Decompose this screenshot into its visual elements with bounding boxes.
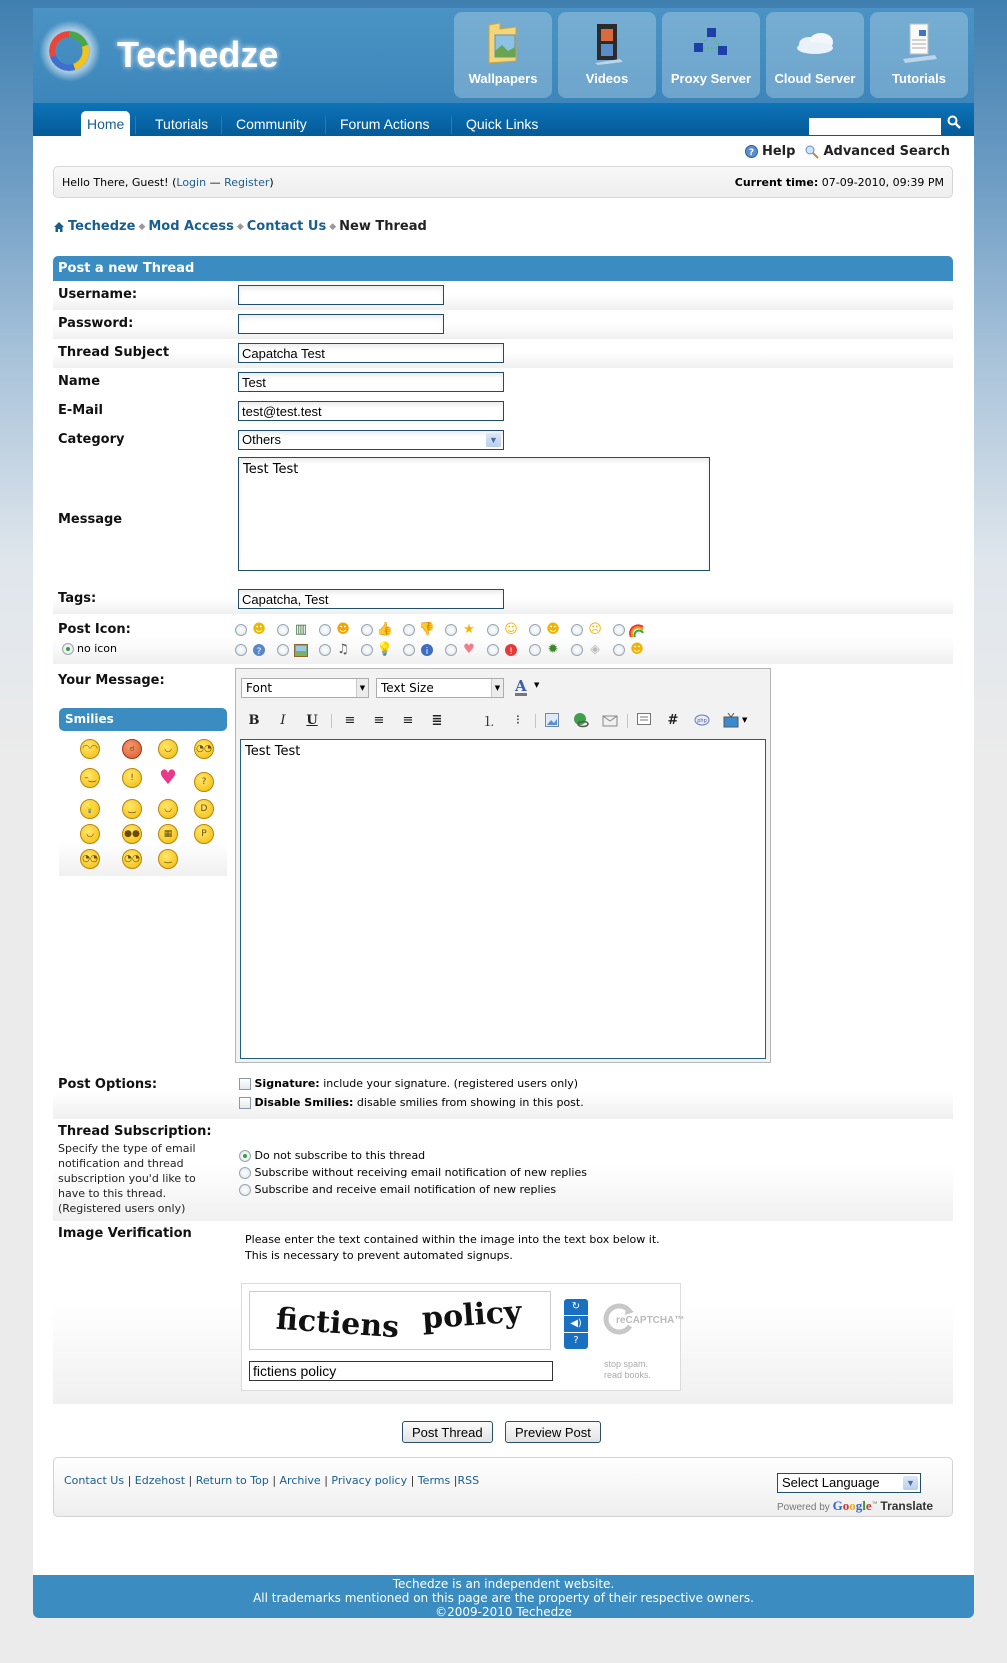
chevron-down-icon: ▼ bbox=[491, 679, 503, 697]
grin-icon: ☻ bbox=[252, 622, 266, 637]
site-search-input[interactable] bbox=[809, 118, 941, 135]
page-container bbox=[33, 8, 974, 1618]
font-select[interactable] bbox=[241, 678, 369, 698]
smiley-angry[interactable]: ಠ bbox=[122, 739, 142, 759]
post-icon-radio[interactable] bbox=[613, 624, 625, 636]
breadcrumb-separator-icon: ◆ bbox=[138, 221, 146, 232]
text-size-select-value: Text Size bbox=[381, 681, 434, 695]
signature-checkbox[interactable] bbox=[239, 1078, 251, 1090]
footer-link-privacy-policy[interactable]: Privacy policy bbox=[331, 1474, 408, 1487]
category-select-value: Others bbox=[242, 432, 282, 447]
current-time bbox=[735, 176, 944, 189]
post-icon-radio[interactable] bbox=[361, 624, 373, 636]
subscription-option[interactable] bbox=[239, 1181, 587, 1198]
smiley-wink[interactable]: ◔◔ bbox=[122, 849, 142, 869]
help-link[interactable] bbox=[745, 144, 795, 159]
smiley-grin[interactable]: ▦ bbox=[158, 824, 178, 844]
toolbar-divider bbox=[331, 714, 332, 728]
no-icon-radio[interactable] bbox=[62, 643, 74, 655]
document-icon bbox=[870, 20, 968, 66]
recaptcha-slogan bbox=[604, 1359, 651, 1381]
form-title: Post a new Thread bbox=[53, 256, 953, 281]
folder-pictures-icon bbox=[454, 20, 552, 66]
align-right-button[interactable]: ≡ bbox=[402, 712, 414, 728]
tags-input[interactable] bbox=[238, 589, 504, 609]
surprised-icon: ☻ bbox=[546, 622, 560, 637]
insert-link-button[interactable] bbox=[571, 711, 591, 729]
nav-quick-links[interactable]: Quick Links bbox=[466, 116, 539, 132]
smile-icon: ☺ bbox=[504, 622, 518, 637]
network-icon bbox=[662, 20, 760, 66]
post-icon-radio[interactable] bbox=[277, 624, 289, 636]
language-select[interactable] bbox=[777, 1473, 921, 1493]
name-input[interactable] bbox=[238, 372, 504, 392]
smiley-smile[interactable]: ◡ bbox=[158, 799, 178, 819]
current-time-value: 07-09-2010, 09:39 PM bbox=[821, 176, 944, 189]
post-options-row bbox=[53, 1069, 953, 1119]
recaptcha-widget bbox=[241, 1283, 685, 1391]
subject-input[interactable] bbox=[238, 343, 504, 363]
audio-icon[interactable]: ◀) bbox=[564, 1316, 588, 1332]
help-icon[interactable]: ? bbox=[564, 1333, 588, 1349]
site-disclaimer bbox=[33, 1575, 974, 1618]
tile-videos[interactable] bbox=[558, 12, 656, 98]
captcha-response-input[interactable] bbox=[249, 1361, 553, 1381]
post-icon-radio[interactable] bbox=[403, 624, 415, 636]
recaptcha-slogan-line: stop spam. bbox=[604, 1359, 649, 1369]
disable-smilies-checkbox[interactable] bbox=[239, 1097, 251, 1109]
message-editor-area[interactable]: Test Test bbox=[240, 739, 766, 1059]
insert-php-button[interactable] bbox=[692, 711, 712, 729]
footer-links-box bbox=[53, 1457, 953, 1517]
chevron-down-icon: ▼ bbox=[356, 679, 368, 697]
tile-proxy-server[interactable] bbox=[662, 12, 760, 98]
tags-row bbox=[53, 585, 953, 614]
username-row bbox=[53, 281, 953, 310]
post-icon-radio[interactable] bbox=[529, 624, 541, 636]
message-label: Message bbox=[58, 512, 123, 527]
post-icon-radio[interactable] bbox=[445, 644, 457, 656]
svg-text:?: ? bbox=[748, 148, 755, 158]
login-link[interactable]: Login bbox=[176, 176, 207, 189]
post-icon-radio[interactable] bbox=[277, 644, 289, 656]
subscription-radio[interactable] bbox=[239, 1184, 251, 1196]
post-icon-radio[interactable] bbox=[319, 644, 331, 656]
film-icon bbox=[558, 20, 656, 66]
smiley-tongue[interactable]: P bbox=[194, 824, 214, 844]
post-icon-radio[interactable] bbox=[361, 644, 373, 656]
nav-forum-actions[interactable]: Forum Actions bbox=[340, 116, 430, 132]
register-link[interactable]: Register bbox=[224, 176, 270, 189]
smiley-sleepy[interactable]: ●● bbox=[122, 824, 142, 844]
no-icon-label: no icon bbox=[77, 642, 118, 655]
bug-icon: ✹ bbox=[547, 642, 559, 657]
post-icon-label: Post Icon: bbox=[58, 622, 131, 637]
unordered-list-button[interactable]: ⁝ bbox=[515, 712, 521, 728]
image-verification-row bbox=[53, 1221, 953, 1404]
svg-text:php: php bbox=[697, 718, 707, 724]
help-label: Help bbox=[761, 144, 796, 159]
signature-option-title: Signature: bbox=[254, 1077, 320, 1090]
nav-divider bbox=[135, 116, 136, 134]
insert-video-button[interactable] bbox=[721, 711, 741, 729]
recaptcha-slogan-line: read books. bbox=[604, 1370, 652, 1380]
copyright: ©2009-2010 Techedze bbox=[435, 1605, 572, 1619]
smiley-heart[interactable]: ♥ bbox=[159, 765, 177, 789]
top-links bbox=[745, 144, 950, 159]
message-textarea[interactable]: Test Test bbox=[238, 457, 710, 571]
text-size-select[interactable] bbox=[376, 678, 504, 698]
separator: — bbox=[206, 176, 225, 189]
post-icon-row bbox=[53, 614, 953, 664]
bold-button[interactable]: B bbox=[248, 712, 260, 728]
post-thread-button[interactable]: Post Thread bbox=[402, 1421, 493, 1443]
smiley-idea[interactable]: 💡 bbox=[80, 799, 100, 819]
disclaimer-line: Techedze is an independent website. bbox=[392, 1577, 615, 1591]
image-verification-label: Image Verification bbox=[58, 1226, 192, 1241]
sad-icon: ☹ bbox=[588, 622, 602, 637]
verification-instructions-line: Please enter the text contained within the image into the text box below it. bbox=[245, 1233, 660, 1246]
password-label: Password: bbox=[58, 316, 134, 331]
music-icon: ♫ bbox=[337, 642, 349, 657]
underline-button[interactable]: U bbox=[306, 712, 318, 728]
signature-option-text: include your signature. (registered users only) bbox=[319, 1077, 579, 1090]
insert-image-button[interactable] bbox=[542, 711, 562, 729]
password-input[interactable] bbox=[238, 314, 444, 334]
tile-cloud-server[interactable] bbox=[766, 12, 864, 98]
ordered-list-button[interactable]: ⒈ bbox=[482, 714, 496, 730]
smiley-angel[interactable]: ◠◠ bbox=[80, 739, 100, 759]
nav-divider bbox=[221, 116, 222, 134]
name-label: Name bbox=[58, 374, 101, 389]
breadcrumb-contact-us[interactable]: Contact Us bbox=[246, 219, 327, 234]
post-icon-grid bbox=[235, 620, 655, 660]
smiley-undecided[interactable]: ‿ bbox=[158, 849, 178, 869]
magnifier-icon bbox=[805, 145, 819, 159]
film-icon: ▥ bbox=[294, 622, 308, 637]
smiley-huh[interactable]: ? bbox=[194, 772, 214, 792]
svg-text:?: ? bbox=[256, 647, 262, 657]
nav-community[interactable]: Community bbox=[236, 116, 307, 132]
trademark-symbol: ™ bbox=[871, 1501, 878, 1508]
smiley-rolleyes[interactable]: ‿ bbox=[122, 799, 142, 819]
breadcrumb-separator-icon: ◆ bbox=[329, 221, 337, 232]
post-icon-radio[interactable] bbox=[235, 644, 247, 656]
nav-home[interactable]: Home bbox=[81, 111, 130, 136]
exclamation-icon bbox=[503, 642, 519, 658]
font-select-value: Font bbox=[246, 681, 273, 695]
preview-post-button[interactable]: Preview Post bbox=[505, 1421, 601, 1443]
tile-label: Videos bbox=[585, 71, 629, 86]
heart-icon: ♥ bbox=[463, 642, 475, 657]
username-input[interactable] bbox=[238, 285, 444, 305]
password-row bbox=[53, 310, 953, 339]
signature-option bbox=[239, 1077, 578, 1090]
lego-icon: ◈ bbox=[590, 642, 600, 657]
category-row bbox=[53, 426, 953, 455]
verification-instructions-line: This is necessary to prevent automated signups. bbox=[245, 1249, 513, 1262]
thread-subscription-row bbox=[53, 1119, 953, 1221]
translate-label: Translate bbox=[880, 1499, 934, 1513]
toolbar-divider bbox=[627, 714, 628, 728]
rainbow-icon bbox=[629, 622, 645, 638]
message-row bbox=[53, 455, 953, 585]
align-left-button[interactable]: ≡ bbox=[344, 712, 356, 728]
post-icon-radio[interactable] bbox=[529, 644, 541, 656]
your-message-row bbox=[53, 664, 953, 1069]
breadcrumb-separator-icon: ◆ bbox=[236, 221, 244, 232]
email-input[interactable] bbox=[238, 401, 504, 421]
breadcrumb-current: New Thread bbox=[339, 219, 427, 234]
picture-icon bbox=[293, 642, 309, 658]
footer-link-terms[interactable]: Terms bbox=[417, 1474, 451, 1487]
post-icon-radio[interactable] bbox=[445, 624, 457, 636]
thumbs-down-icon: 👎 bbox=[418, 622, 436, 637]
breadcrumb bbox=[53, 219, 427, 234]
footer-link-return-to-top[interactable]: Return to Top bbox=[195, 1474, 269, 1487]
cloud-icon bbox=[766, 20, 864, 66]
google-logo[interactable]: Google bbox=[832, 1498, 872, 1513]
insert-code-button[interactable]: # bbox=[667, 712, 679, 728]
smiley-dodgy[interactable]: ◔◔ bbox=[80, 849, 100, 869]
text-color-icon[interactable]: A bbox=[515, 677, 527, 695]
tile-label: Tutorials bbox=[892, 71, 946, 86]
search-icon[interactable] bbox=[947, 115, 961, 132]
captcha-word: policy bbox=[420, 1294, 523, 1337]
greeting-text: Hello There, Guest! ( bbox=[62, 176, 177, 189]
nav-divider bbox=[451, 116, 452, 134]
align-justify-button[interactable]: ≣ bbox=[431, 712, 443, 728]
breadcrumb-mod-access[interactable]: Mod Access bbox=[148, 219, 234, 234]
smiley-exclamation[interactable]: ! bbox=[122, 768, 142, 788]
disable-smilies-text: disable smilies from showing in this post. bbox=[353, 1096, 584, 1109]
italic-button[interactable]: I bbox=[280, 712, 286, 728]
site-logo-text[interactable]: Techedze bbox=[117, 34, 279, 75]
language-select-value: Select Language bbox=[782, 1475, 880, 1490]
main-nav bbox=[33, 103, 974, 136]
nav-tutorials[interactable]: Tutorials bbox=[155, 116, 209, 132]
insert-quote-button[interactable] bbox=[634, 711, 654, 729]
smiley-biggrin[interactable]: D bbox=[194, 799, 214, 819]
tile-label: Proxy Server bbox=[670, 71, 752, 86]
post-icon-radio[interactable] bbox=[487, 624, 499, 636]
thumbs-up-icon: 👍 bbox=[376, 622, 394, 637]
category-select[interactable] bbox=[238, 430, 504, 450]
thread-subscription-label: Thread Subscription: bbox=[58, 1124, 212, 1139]
disable-smilies-option bbox=[239, 1096, 584, 1109]
smilies-title: Smilies bbox=[59, 708, 227, 731]
google-logo-e: e bbox=[865, 1498, 872, 1513]
lightbulb-icon: 💡 bbox=[376, 642, 394, 657]
subscription-option-label: Subscribe and receive email notification of new replies bbox=[254, 1183, 557, 1196]
footer-link-contact-us[interactable]: Contact Us bbox=[64, 1474, 125, 1487]
post-icon-row-1 bbox=[235, 620, 655, 640]
welcome-bar bbox=[53, 166, 953, 198]
disclaimer-line: All trademarks mentioned on this page are the property of their respective owners. bbox=[253, 1591, 754, 1605]
biggrin-icon: ☻ bbox=[630, 642, 644, 657]
paren: ) bbox=[269, 176, 274, 189]
help-icon bbox=[745, 145, 758, 158]
your-message-label: Your Message: bbox=[58, 673, 165, 688]
refresh-icon[interactable]: ↻ bbox=[564, 1299, 588, 1315]
footer-link-archive[interactable]: Archive bbox=[279, 1474, 321, 1487]
no-icon-option[interactable] bbox=[62, 642, 117, 655]
smiley-cool[interactable]: –‿ bbox=[80, 768, 100, 788]
smilies-panel bbox=[59, 708, 227, 876]
align-center-button[interactable]: ≡ bbox=[373, 712, 385, 728]
tongue-icon: ☻ bbox=[336, 622, 350, 637]
verification-instructions bbox=[245, 1232, 660, 1264]
captcha-image bbox=[249, 1291, 551, 1350]
post-icon-radio[interactable] bbox=[319, 624, 331, 636]
thread-subscription-description: Specify the type of email notification and thread subscription you'd like to have to this thread. (Registered users only) bbox=[58, 1142, 196, 1215]
smiley-shy[interactable]: ◡ bbox=[80, 824, 100, 844]
breadcrumb-techedze[interactable]: Techedze bbox=[68, 219, 136, 234]
tile-tutorials[interactable] bbox=[870, 12, 968, 98]
post-icon-radio[interactable] bbox=[571, 644, 583, 656]
post-options-label: Post Options: bbox=[58, 1077, 158, 1092]
svg-text:i: i bbox=[425, 647, 429, 657]
disable-smilies-title: Disable Smilies: bbox=[254, 1096, 354, 1109]
chevron-down-icon: ▼ bbox=[486, 433, 501, 447]
post-icon-radio[interactable] bbox=[403, 644, 415, 656]
footer-links: Contact Us | Edzehost | Return to Top | Archive | Privacy policy | Terms |RSS bbox=[64, 1474, 480, 1487]
subject-row bbox=[53, 339, 953, 368]
post-icon-radio[interactable] bbox=[613, 644, 625, 656]
footer-link-edzehost[interactable]: Edzehost bbox=[134, 1474, 186, 1487]
tile-label: Wallpapers bbox=[468, 71, 538, 86]
post-icon-radio[interactable] bbox=[235, 624, 247, 636]
chevron-down-icon[interactable]: ▼ bbox=[742, 716, 748, 724]
advanced-search-label: Advanced Search bbox=[823, 144, 950, 159]
subscription-radio[interactable] bbox=[239, 1167, 251, 1179]
footer-link-rss[interactable]: RSS bbox=[457, 1474, 480, 1487]
powered-by-text: Powered by bbox=[777, 1502, 830, 1513]
tile-label: Cloud Server bbox=[774, 71, 856, 86]
quick-tiles bbox=[454, 12, 968, 98]
nav-divider bbox=[325, 116, 326, 134]
welcome-greeting bbox=[62, 176, 274, 189]
subscription-option[interactable] bbox=[239, 1147, 587, 1164]
powered-by-google-translate bbox=[777, 1498, 933, 1514]
captcha-word: fictiens bbox=[274, 1301, 401, 1346]
star-icon: ★ bbox=[463, 622, 475, 637]
subscription-option-label: Do not subscribe to this thread bbox=[254, 1149, 426, 1162]
tile-wallpapers[interactable] bbox=[454, 12, 552, 98]
chevron-down-icon: ▼ bbox=[903, 1476, 918, 1490]
recaptcha-brand: reCAPTCHA™ bbox=[616, 1315, 685, 1326]
post-icon-radio[interactable] bbox=[571, 624, 583, 636]
current-time-label: Current time: bbox=[734, 176, 819, 189]
subject-label: Thread Subject bbox=[58, 345, 170, 360]
info-icon bbox=[419, 642, 435, 658]
tags-label: Tags: bbox=[58, 591, 97, 606]
subscription-radio[interactable] bbox=[239, 1150, 251, 1162]
subscription-option-label: Subscribe without receiving email notification of new replies bbox=[254, 1166, 587, 1179]
toolbar-divider bbox=[535, 714, 536, 728]
email-label: E-Mail bbox=[58, 403, 103, 418]
post-icon-row-2 bbox=[235, 640, 655, 660]
name-row bbox=[53, 368, 953, 397]
message-editor bbox=[235, 668, 771, 1063]
advanced-search-link[interactable] bbox=[805, 144, 950, 159]
home-icon[interactable] bbox=[53, 221, 65, 233]
subscription-option[interactable] bbox=[239, 1164, 587, 1181]
svg-text:!: ! bbox=[509, 647, 513, 657]
smiley-confused[interactable]: ◔◔ bbox=[194, 739, 214, 759]
username-label: Username: bbox=[58, 287, 138, 302]
insert-email-button[interactable] bbox=[600, 711, 620, 729]
site-header bbox=[33, 8, 974, 103]
question-icon bbox=[251, 642, 267, 658]
logo-ring-icon[interactable] bbox=[49, 31, 89, 71]
chevron-down-icon[interactable]: ▼ bbox=[534, 681, 540, 689]
category-label: Category bbox=[58, 432, 125, 447]
subscription-options bbox=[239, 1147, 587, 1198]
email-row bbox=[53, 397, 953, 426]
post-icon-radio[interactable] bbox=[487, 644, 499, 656]
smiley-blush[interactable]: ◡ bbox=[158, 739, 178, 759]
